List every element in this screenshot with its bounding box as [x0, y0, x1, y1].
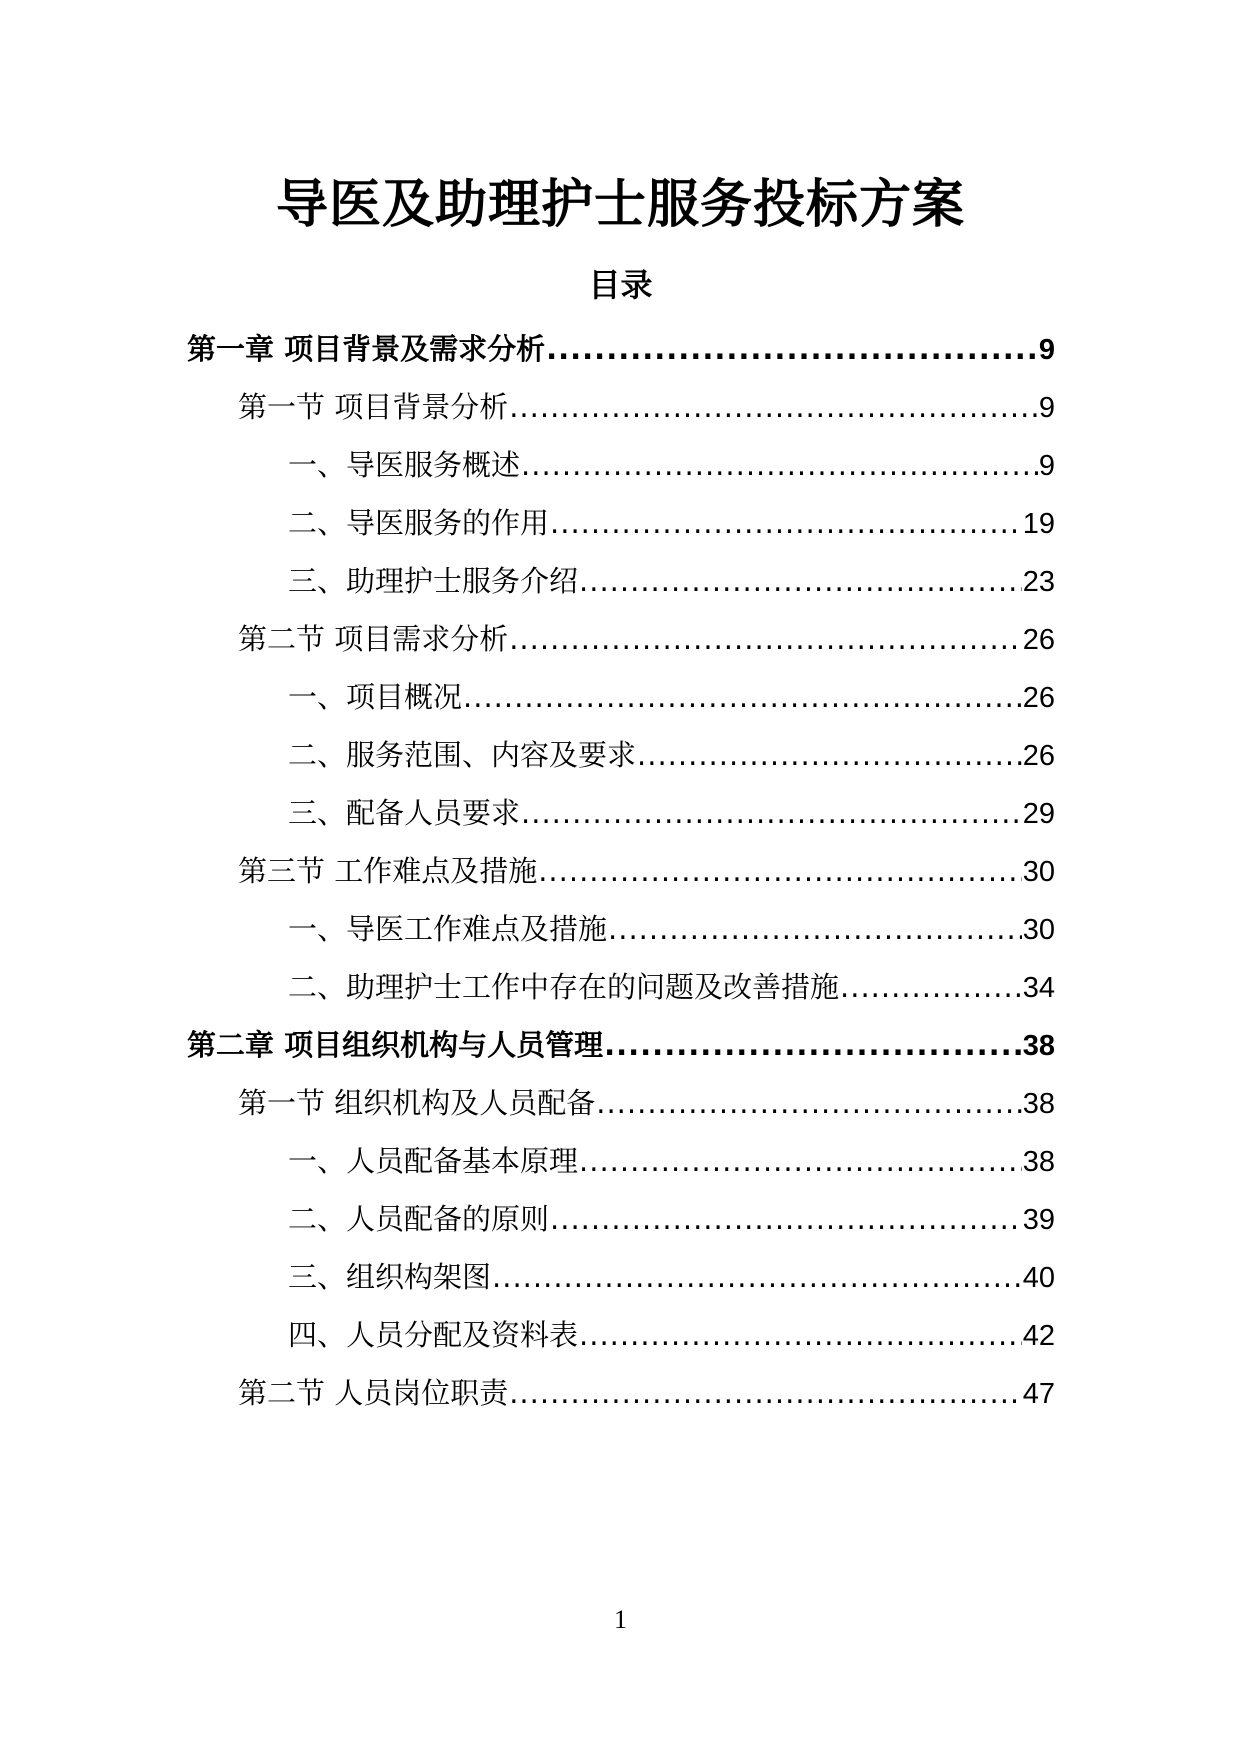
toc-entry-section[interactable] [238, 846, 1055, 896]
toc-dot-leader [538, 846, 1022, 896]
toc-dot-leader [579, 556, 1022, 606]
toc-entry-text: 四、人员分配及资料表 [288, 1318, 579, 1352]
toc-dot-leader [637, 730, 1022, 780]
toc-entry-subsection[interactable] [288, 1252, 1055, 1302]
toc-dot-leader [509, 614, 1022, 664]
document-title: 导医及助理护士服务投标方案 [275, 175, 965, 235]
toc-entry-text: 二、服务范围、内容及要求 [288, 738, 637, 772]
toc-dot-leader [550, 1194, 1022, 1244]
toc-page-number: 42 [1022, 1320, 1055, 1352]
toc-page-number: 19 [1022, 508, 1055, 540]
toc-page-number: 39 [1022, 1204, 1055, 1236]
toc-dot-leader [604, 1020, 1022, 1070]
toc-entry-text: 三、助理护士服务介绍 [288, 564, 579, 598]
toc-dot-leader [509, 1368, 1022, 1418]
toc-entry-text: 二、助理护士工作中存在的问题及改善措施 [288, 970, 840, 1004]
toc-entry-text: 一、项目概况 [288, 680, 463, 714]
page-number: 1 [614, 1605, 627, 1634]
toc-page-number: 9 [1038, 334, 1055, 366]
toc-dot-leader [463, 672, 1022, 722]
toc-entry-text: 三、组织构架图 [288, 1260, 492, 1294]
toc-entry-text: 第一节 组织机构及人员配备 [238, 1086, 596, 1120]
toc-entry-section[interactable] [238, 1368, 1055, 1418]
toc-dot-leader [608, 904, 1022, 954]
toc-page-number: 38 [1022, 1088, 1055, 1120]
toc-entry-subsection[interactable] [288, 672, 1055, 722]
toc-dot-leader [579, 1136, 1022, 1186]
toc-entry-subsection[interactable] [288, 962, 1055, 1012]
toc-entry-text: 第三节 工作难点及措施 [238, 854, 538, 888]
toc-page-number: 9 [1038, 392, 1055, 424]
toc-page-number: 38 [1022, 1146, 1055, 1178]
toc-page-number: 30 [1022, 856, 1055, 888]
toc-page-number: 26 [1022, 682, 1055, 714]
toc-entry-subsection[interactable] [288, 1310, 1055, 1360]
toc-dot-leader [596, 1078, 1022, 1128]
toc-heading: 目录 [588, 266, 653, 304]
toc-entry-subsection[interactable] [288, 904, 1055, 954]
toc-page-number: 34 [1022, 972, 1055, 1004]
toc-page-number: 38 [1022, 1030, 1055, 1062]
toc-entry-subsection[interactable] [288, 440, 1055, 490]
toc-entry-subsection[interactable] [288, 556, 1055, 606]
toc-entry-subsection[interactable] [288, 498, 1055, 548]
toc-page-number: 30 [1022, 914, 1055, 946]
toc-dot-leader [840, 962, 1022, 1012]
toc-entry-chapter-1[interactable] [187, 324, 1055, 374]
toc-entry-text: 二、人员配备的原则 [288, 1202, 550, 1236]
toc-page-number: 9 [1038, 450, 1055, 482]
toc-entry-text: 第二节 人员岗位职责 [238, 1376, 509, 1410]
toc-entry-subsection[interactable] [288, 788, 1055, 838]
toc-entry-text: 第一节 项目背景分析 [238, 390, 509, 424]
toc-entry-text: 一、导医服务概述 [288, 448, 521, 482]
toc-dot-leader [509, 382, 1038, 432]
toc-dot-leader [521, 788, 1022, 838]
toc-dot-leader [492, 1252, 1022, 1302]
toc-entry-text: 三、配备人员要求 [288, 796, 521, 830]
toc-entry-chapter-2[interactable] [187, 1020, 1055, 1070]
toc-entry-text: 一、导医工作难点及措施 [288, 912, 608, 946]
toc-page-number: 47 [1022, 1378, 1055, 1410]
toc-page-number: 23 [1022, 566, 1055, 598]
toc-dot-leader [521, 440, 1038, 490]
toc-entry-section[interactable] [238, 382, 1055, 432]
toc-dot-leader [550, 498, 1022, 548]
toc-entry-section[interactable] [238, 614, 1055, 664]
toc-entry-text: 第二节 项目需求分析 [238, 622, 509, 656]
toc-dot-leader [579, 1310, 1022, 1360]
toc-page-number: 26 [1022, 740, 1055, 772]
toc-entry-subsection[interactable] [288, 730, 1055, 780]
toc-dot-leader [546, 324, 1038, 374]
toc-page-number: 29 [1022, 798, 1055, 830]
toc-entry-section[interactable] [238, 1078, 1055, 1128]
toc-entry-text: 第二章 项目组织机构与人员管理 [187, 1028, 604, 1062]
toc-entry-subsection[interactable] [288, 1194, 1055, 1244]
toc-entry-text: 一、人员配备基本原理 [288, 1144, 579, 1178]
toc-page-number: 26 [1022, 624, 1055, 656]
toc-page-number: 40 [1022, 1262, 1055, 1294]
toc-entry-text: 二、导医服务的作用 [288, 506, 550, 540]
toc-entry-text: 第一章 项目背景及需求分析 [187, 332, 546, 366]
toc-entry-subsection[interactable] [288, 1136, 1055, 1186]
